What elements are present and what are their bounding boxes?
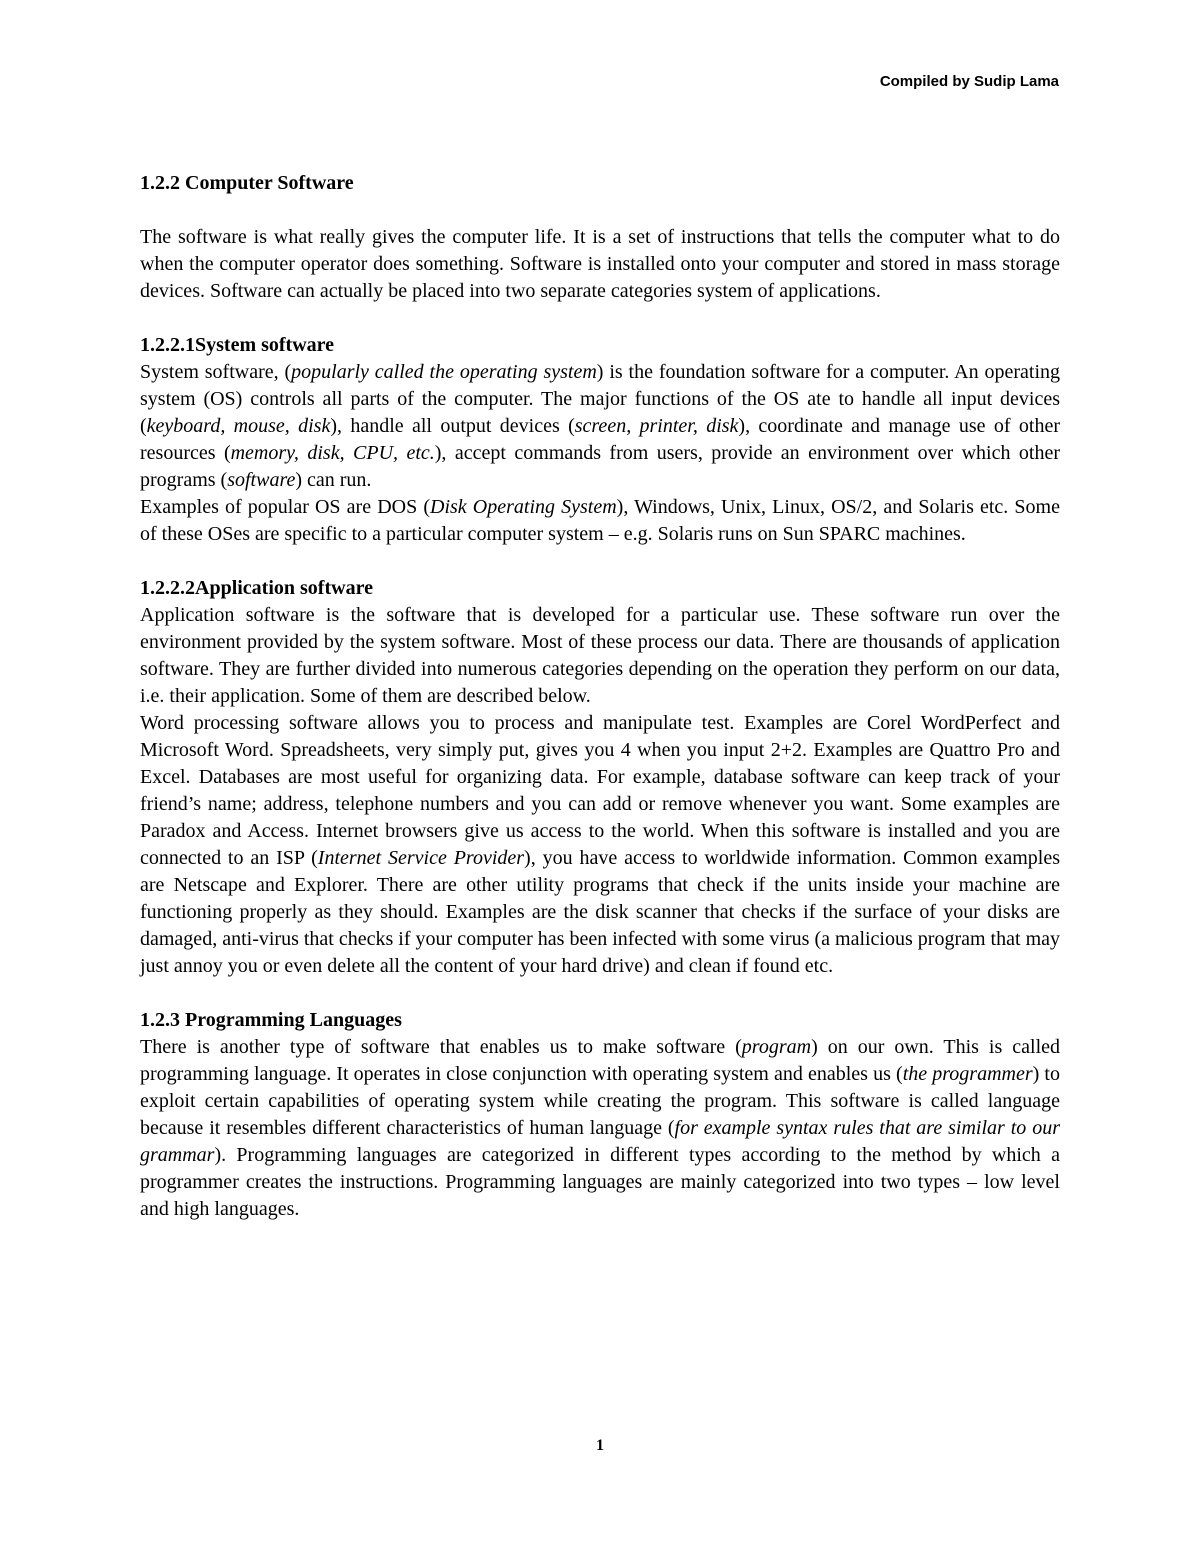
section-heading-system-software: 1.2.2.1System software xyxy=(140,334,335,356)
paragraph-programming-languages: There is another type of software that enables us to make software (program) on our own. This is called programming language. It operates in close conjunction with operating system and enables us (the programmer) to exploit certain capabilities of operating system while creating the program. This software is called language because it resembles different characteristics of human language (for example syntax rules that are similar to our grammar). Programming languages are categorized in different types according to the method by which a programmer creates the instructions. Programming languages are mainly categorized into two types – low level and high languages. xyxy=(140,1036,1061,1220)
paragraph-application-software-examples: Word processing software allows you to process and manipulate test. Examples are Corel WordPerfect and Microsoft Word. Spreadsheets, very simply put, gives you 4 when you input 2+2. Examples are Quattro Pro and Excel. Databases are most useful for organizing data. For example, database software can keep track of your friend’s name; address, telephone numbers and you can add or remove whenever you want. Some examples are Paradox and Access. Internet browsers give us access to the world. When this software is installed and you are connected to an ISP (Internet Service Provider), you have access to worldwide information. Common examples are Netscape and Explorer. There are other utility programs that check if the units inside your machine are functioning properly as they should. Examples are the disk scanner that checks if the surface of your disks are damaged, anti-virus that checks if your computer has been infected with some virus (a malicious program that may just annoy you or even delete all the content of your hard drive) and clean if found etc. xyxy=(140,712,1060,977)
section-heading-programming-languages: 1.2.3 Programming Languages xyxy=(140,1009,402,1031)
document-body xyxy=(140,170,1060,1223)
page-number: 1 xyxy=(596,1437,604,1454)
paragraph-os-examples: Examples of popular OS are DOS (Disk Operating System), Windows, Unix, Linux, OS/2, and Solaris etc. Some of these OSes are specific to a particular computer system – e.g. Solaris runs on Sun SPARC machines. xyxy=(140,496,1060,545)
paragraph-system-software-functions: System software, (popularly called the operating system) is the foundation software for a computer. An operating system (OS) controls all parts of the computer. The major functions of the OS ate to handle all input devices (keyboard, mouse, disk), handle all output devices (screen, printer, disk), coordinate and manage use of other resources (memory, disk, CPU, etc.), accept commands from users, provide an environment over which other programs (software) can run. xyxy=(140,361,1061,491)
page-header-compiled-by: Compiled by Sudip Lama xyxy=(879,73,1059,90)
section-heading-computer-software: 1.2.2 Computer Software xyxy=(140,172,354,194)
section-heading-application-software: 1.2.2.2Application software xyxy=(140,577,373,599)
paragraph-computer-software: The software is what really gives the computer life. It is a set of instructions that tells the computer what to do when the computer operator does something. Software is installed onto your computer and stored in mass storage devices. Software can actually be placed into two separate categories system of applications. xyxy=(140,226,1060,302)
paragraph-application-software-intro: Application software is the software that is developed for a particular use. These software run over the environment provided by the system software. Most of these process our data. There are thousands of application software. They are further divided into numerous categories depending on the operation they perform on our data, i.e. their application. Some of them are described below. xyxy=(140,604,1060,707)
